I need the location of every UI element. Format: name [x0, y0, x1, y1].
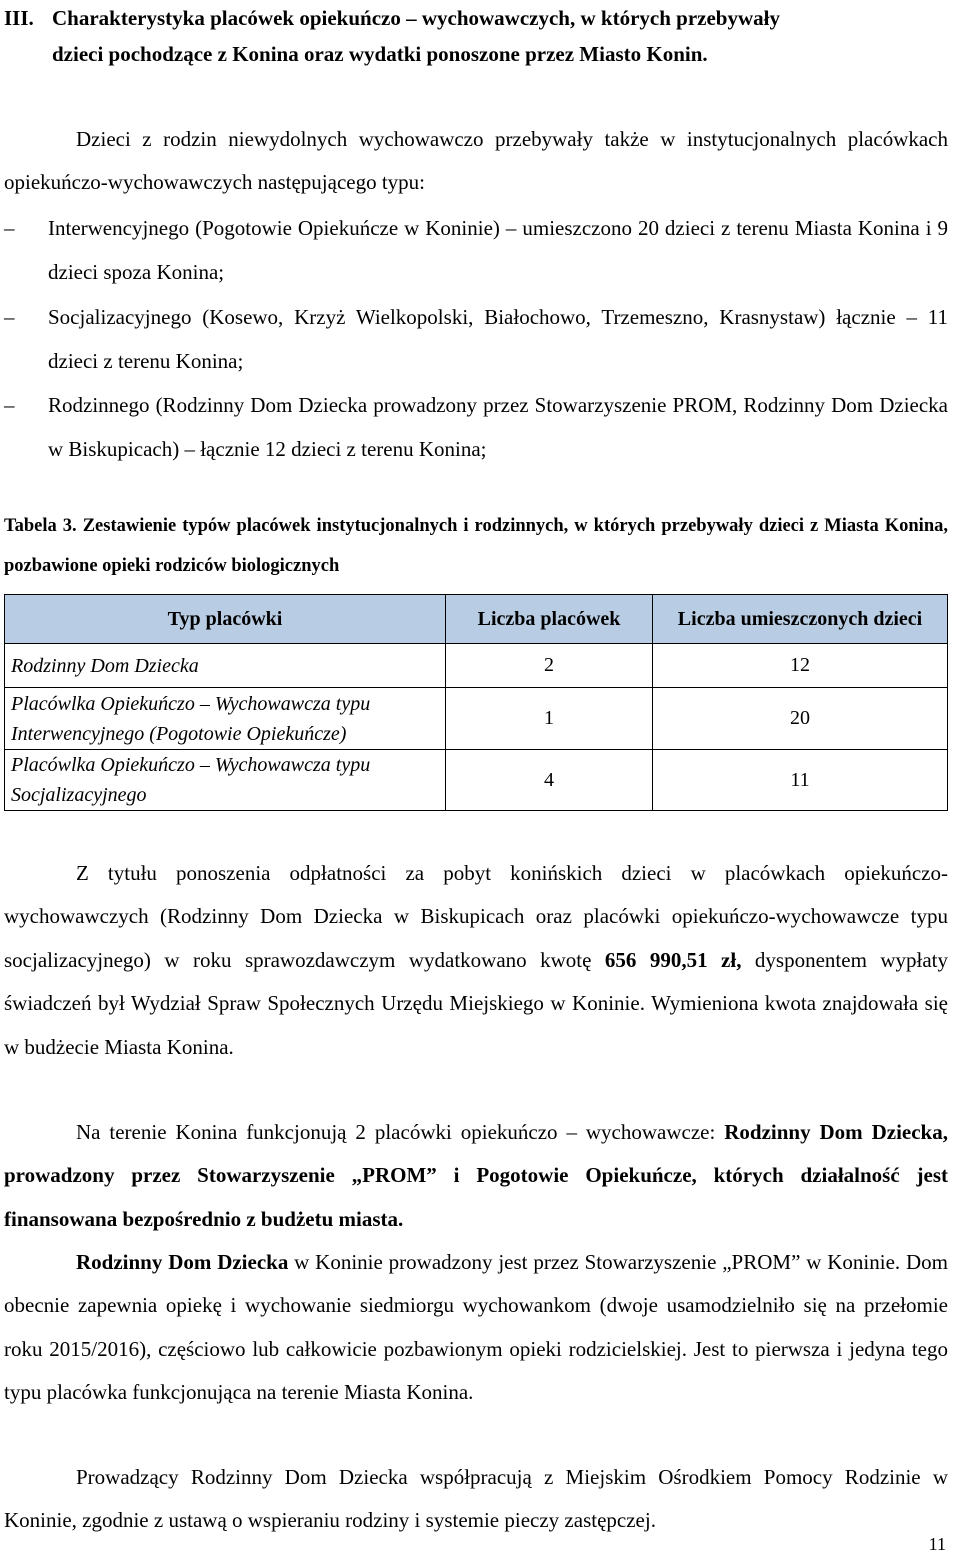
header-count: Liczba placówek: [446, 595, 653, 644]
list-item-text: Rodzinnego (Rodzinny Dom Dziecka prowadzony przez Stowarzyszenie PROM, Rodzinny Dom Dziecka w Biskupicach) – łącznie 12 dzieci z terenu Konina;: [48, 393, 948, 461]
heading-line-2: dzieci pochodzące z Konina oraz wydatki ponoszone przez Miasto Konin.: [52, 42, 708, 66]
cell-count: 1: [446, 688, 653, 750]
list-item: [4, 295, 948, 383]
cooperation-paragraph: Prowadzący Rodzinny Dom Dziecka współpracują z Miejskim Ośrodkiem Pomocy Rodzinie w Koninie, zgodnie z ustawą o wspieraniu rodziny i systemie pieczy zastępczej.: [4, 1465, 948, 1533]
cell-count: 2: [446, 644, 653, 688]
rdd-paragraph: [4, 1241, 948, 1415]
cell-count: 4: [446, 750, 653, 811]
header-type: Typ placówki: [5, 595, 446, 644]
table-caption: Tabela 3. Zestawienie typów placówek instytucjonalnych i rodzinnych, w których przebywały dzieci z Miasta Konina, pozbawione opieki rodziców biologicznych: [4, 516, 948, 576]
dash-marker: –: [4, 393, 15, 417]
expense-paragraph: [4, 852, 948, 1069]
dash-marker: –: [4, 305, 15, 329]
facilities-text: Na terenie Konina funkcjonują 2 placówki opiekuńczo – wychowawcze:: [76, 1120, 725, 1144]
expense-text-end: dysponentem wypłaty świadczeń był Wydział Spraw Społecznych Urzędu Miejskiego w Koninie. Wymieniona kwota znajdowała się w budżecie Miasta Konina.: [4, 947, 949, 1059]
header-children: Liczba umieszczonych dzieci: [653, 595, 948, 644]
table-row: [5, 688, 948, 750]
cell-type-line: Rodzinny Dom Dziecka: [11, 654, 199, 677]
cell-type: [5, 644, 446, 688]
cell-type-line: Socjalizacyjnego: [11, 784, 147, 806]
cell-children: 20: [653, 688, 948, 750]
placement-table: [4, 594, 948, 811]
rdd-bold: Rodzinny Dom Dziecka: [76, 1250, 289, 1274]
facilities-bold: Rodzinny Dom Dziecka, prowadzony przez Stowarzyszenie „PROM” i Pogotowie Opiekuńcze, których działalność jest finansowana bezpośrednio z budżetu miasta.: [4, 1120, 948, 1231]
table-header-row: [5, 595, 948, 644]
heading-line-1: Charakterystyka placówek opiekuńczo – wychowawczych, w których przebywały: [52, 6, 780, 30]
intro-paragraph: Dzieci z rodzin niewydolnych wychowawczo przebywały także w instytucjonalnych placówkach opiekuńczo-wychowawczych następującego typu:: [4, 127, 948, 195]
facilities-paragraph: [4, 1111, 948, 1241]
dash-marker: –: [4, 216, 15, 240]
list-item-text: Interwencyjnego (Pogotowie Opiekuńcze w Koninie) – umieszczono 20 dzieci z terenu Miasta Konina i 9 dzieci spoza Konina;: [48, 216, 948, 284]
cell-type: [5, 750, 446, 811]
cell-type-line: Interwencyjnego (Pogotowie Opiekuńcze): [11, 722, 347, 745]
cell-children: 12: [653, 644, 948, 688]
list-item: [4, 206, 948, 294]
table-row: [5, 750, 948, 811]
cell-type: [5, 688, 446, 750]
list-item-text: Socjalizacyjnego (Kosewo, Krzyż Wielkopolski, Białochowo, Trzemeszno, Krasnystaw) łącznie – 11 dzieci z terenu Konina;: [48, 305, 948, 373]
cell-children: 11: [653, 750, 948, 811]
expense-amount: 656 990,51 zł,: [604, 947, 742, 972]
section-number: III.: [4, 6, 34, 30]
table-row: [5, 644, 948, 688]
expense-text: Z tytułu ponoszenia odpłatności za pobyt konińskich dzieci w placówkach opiekuńczo-wychowawczych (Rodzinny Dom Dziecka w Biskupicach oraz placówki opiekuńczo-wychowawcze typu socjalizacyjnego) w roku sprawozdawczym wydatkowano kwotę: [4, 861, 948, 972]
section-heading: [4, 0, 950, 72]
rdd-text: w Koninie prowadzony jest przez Stowarzyszenie „PROM” w Koninie. Dom obecnie zapewnia opiekę i wychowanie siedmiorgu wychowankom (dwoje usamodzielniło się na przełomie roku 2015/2016), częściowo lub całkowicie pozbawionym opieki rodzicielskiej. Jest to pierwsza i jedyna tego typu placówka funkcjonująca na terenie Miasta Konina.: [4, 1250, 948, 1405]
cell-type-line: Placówlka Opiekuńczo – Wychowawcza typu: [11, 692, 371, 715]
page-number: 11: [928, 1534, 946, 1554]
list-item: [4, 383, 948, 471]
cell-type-line: Placówlka Opiekuńczo – Wychowawcza typu: [11, 754, 371, 776]
